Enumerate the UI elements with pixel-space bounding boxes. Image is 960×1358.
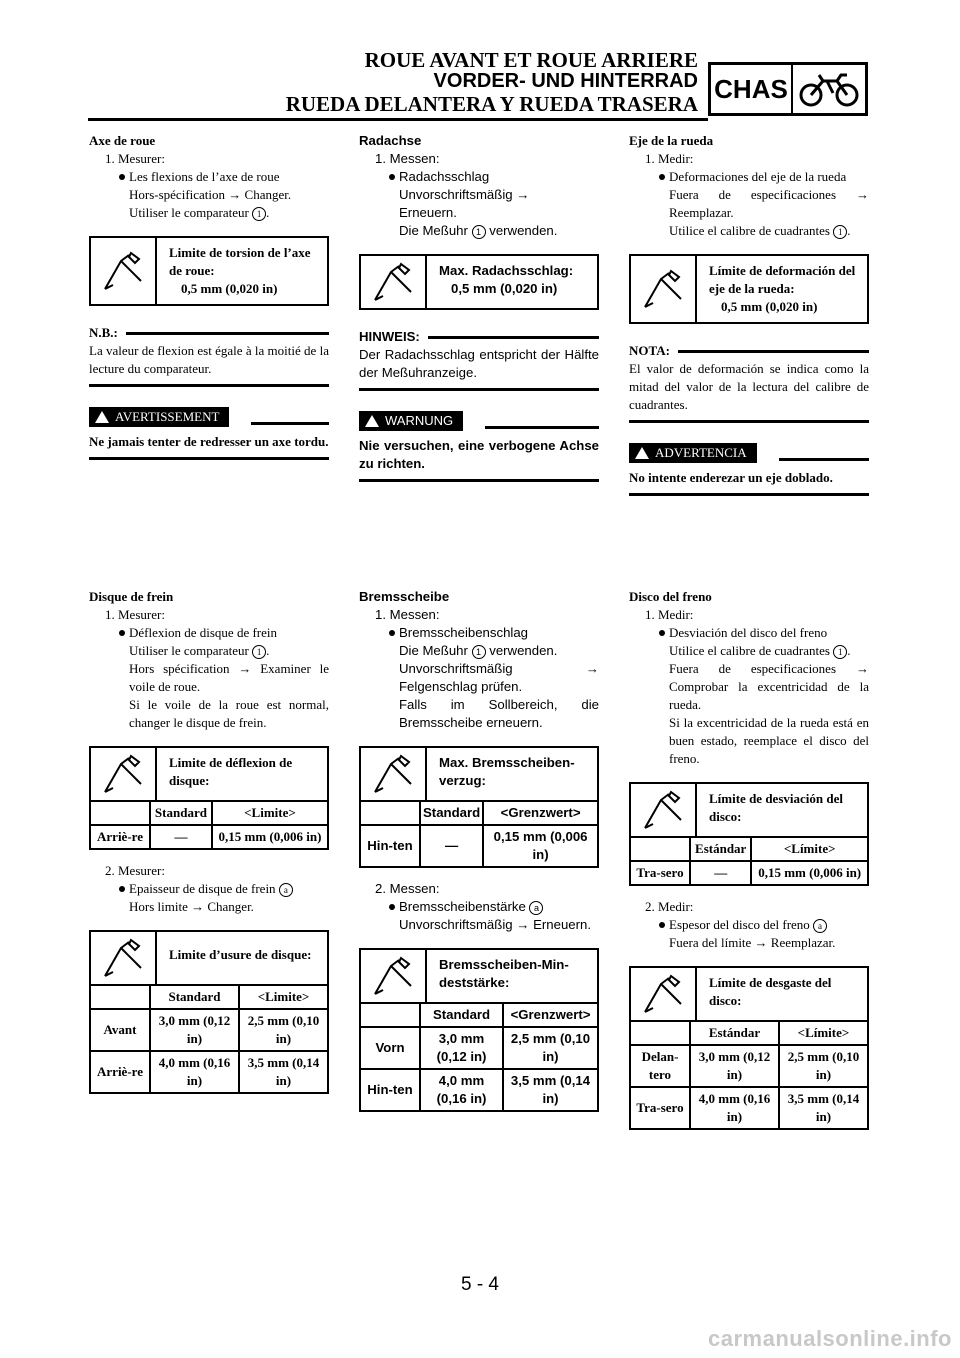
fr-spec3-r2-lim: 3,5 mm (0,14 in) (239, 1051, 327, 1092)
de-disc-spec-box (359, 746, 599, 868)
es-axle-section (629, 132, 869, 496)
header-rule (88, 118, 708, 121)
de-disc-section (359, 588, 599, 1124)
header-title-de: VORDER- UND HINTERRAD (433, 70, 698, 92)
fr-spec3-r1-lim: 2,5 mm (0,10 in) (239, 1009, 327, 1051)
de-spec3-title: Bremsscheiben-Min-deststärke: (439, 957, 569, 990)
de-spec2-title: Max. Bremsscheiben-verzug: (439, 755, 575, 788)
de-spec3-h1: Standard (420, 1003, 503, 1027)
spec-wrench-icon (91, 748, 157, 800)
de-note-head: HINWEIS: (359, 329, 420, 344)
spec-wrench-icon (631, 784, 697, 836)
fr-disc-title: Disque de frein (89, 589, 174, 604)
spec-wrench-icon (631, 256, 697, 322)
de-disc-line3: Falls im Sollbereich, die Bremsscheibe erneuern. (399, 697, 599, 730)
es-disc-bullet2: Espesor del disco del freno a (629, 916, 869, 934)
de-axle-section (359, 132, 599, 482)
es-axle-title: Eje de la rueda (629, 133, 714, 148)
fr-spec2-h1: Standard (150, 801, 212, 825)
fr-spec3-table (91, 984, 327, 1092)
de-spec3-h2: <Grenzwert> (503, 1003, 597, 1027)
es-spec3-r2-std: 4,0 mm (0,16 in) (690, 1087, 779, 1128)
es-warning-text: No intente enderezar un eje doblado. (629, 470, 833, 485)
ref-1-marker: 1 (252, 207, 266, 221)
spec-wrench-icon (631, 968, 697, 1020)
spec-wrench-icon (361, 950, 427, 1002)
spec-wrench-icon (91, 238, 157, 304)
fr-spec2-table (91, 800, 327, 848)
de-spec3-r1: Vorn (361, 1027, 420, 1069)
de-warning-text: Nie versuchen, eine verbogene Achse zu richten. (359, 438, 599, 471)
fr-disc-step2: 2. Mesurer: (105, 863, 165, 878)
fr-disc-line2: Hors spécification → Examiner le voile de roue. (129, 661, 329, 694)
fr-spec3-r2-std: 4,0 mm (0,16 in) (150, 1051, 239, 1092)
es-axle-step1: 1. Medir: (645, 151, 694, 166)
de-axle-spec-box (359, 254, 599, 310)
fr-spec3-h2: <Limite> (239, 985, 327, 1009)
fr-axle-spec-title: Limite de torsion de l’axe de roue: (169, 245, 311, 278)
ref-1-marker: 1 (833, 225, 847, 239)
es-spec3-title: Límite de desgaste del disco: (709, 975, 832, 1008)
es-spec2-row: Tra-sero (631, 861, 690, 884)
fr-axle-line1: Hors-spécification → Changer. (129, 187, 292, 202)
fr-warning-text: Ne jamais tenter de redresser un axe tordu. (89, 434, 329, 449)
es-disc-step1: 1. Medir: (645, 607, 694, 622)
fr-disc-bullet2: Epaisseur de disque de frein a (89, 880, 329, 898)
fr-warning (89, 407, 329, 460)
es-disc-line3: Si la excentricidad de la rueda está en buen estado, reemplace el disco del freno. (669, 715, 869, 766)
es-note-head: NOTA: (629, 343, 670, 358)
fr-disc-bullet1: Déflexion de disque de frein (89, 624, 329, 642)
es-spec3-h2: <Límite> (779, 1021, 867, 1045)
es-spec3-r1-std: 3,0 mm (0,12 in) (690, 1045, 779, 1087)
es-disc-bullet1: Desviación del disco del freno (629, 624, 869, 642)
fr-spec3-h1: Standard (150, 985, 239, 1009)
es-axle-line2: Utilice el calibre de cuadrantes 1 . (669, 223, 851, 238)
de-spec2-table (361, 800, 597, 866)
es-spec2-title: Límite de desviación del disco: (709, 791, 843, 824)
fr-axle-line2: Utiliser le comparateur 1 . (129, 205, 270, 220)
ref-1-marker: 1 (472, 225, 486, 239)
header-title-fr: ROUE AVANT ET ROUE ARRIERE (364, 48, 698, 72)
de-spec3-r1-lim: 2,5 mm (0,10 in) (503, 1027, 597, 1069)
de-spec3-r1-std: 3,0 mm (0,12 in) (420, 1027, 503, 1069)
de-disc-bullet1: Bremsscheibenschlag (359, 624, 599, 642)
fr-spec2-title: Limite de déflexion de disque: (169, 755, 293, 788)
motorcycle-icon (793, 65, 865, 113)
de-disc-title: Bremsscheibe (359, 589, 450, 604)
section-badge (708, 62, 868, 116)
de-axle-spec-title: Max. Radachsschlag: (439, 263, 574, 278)
es-spec3-h1: Estándar (690, 1021, 779, 1045)
es-disc-step2: 2. Medir: (645, 899, 694, 914)
de-warning (359, 411, 599, 482)
ref-1-marker: 1 (252, 645, 266, 659)
es-note-text: El valor de deformación se indica como la mitad del valor de la lectura del calibre de cuadrantes. (629, 361, 869, 412)
es-spec2-h2: <Límite> (751, 837, 867, 861)
fr-spec3-title: Limite d’usure de disque: (169, 947, 312, 962)
fr-axle-section (89, 132, 329, 460)
es-disc-title: Disco del freno (629, 589, 712, 604)
de-axle-line1b: Erneuern. (399, 205, 457, 220)
warning-triangle-icon (95, 411, 109, 423)
de-wear-spec-box (359, 948, 599, 1112)
es-axle-spec-box (629, 254, 869, 324)
warning-badge: AVERTISSEMENT (89, 407, 229, 427)
de-spec2-h1: Standard (420, 801, 483, 825)
es-warning (629, 443, 869, 496)
ref-1-marker: 1 (833, 645, 847, 659)
de-disc-bullet2: Bremsscheibenstärke a (359, 898, 599, 916)
de-spec3-table (361, 1002, 597, 1110)
header-title-es: RUEDA DELANTERA Y RUEDA TRASERA (285, 92, 698, 116)
fr-spec2-h2: <Limite> (212, 801, 327, 825)
ref-a-marker: a (529, 901, 543, 915)
es-spec2-table (631, 836, 867, 884)
fr-spec3-r1: Avant (91, 1009, 150, 1051)
fr-axle-spec-box (89, 236, 329, 306)
de-disc-step2: 2. Messen: (375, 881, 440, 896)
fr-axle-title: Axe de roue (89, 133, 156, 148)
de-spec2-h2: <Grenzwert> (483, 801, 597, 825)
warning-triangle-icon (365, 415, 379, 427)
es-spec3-r2-lim: 3,5 mm (0,14 in) (779, 1087, 867, 1128)
es-spec2-h1: Estándar (690, 837, 751, 861)
warning-triangle-icon (635, 447, 649, 459)
de-disc-step1: 1. Messen: (375, 607, 440, 622)
es-disc-spec-box (629, 782, 869, 886)
fr-spec3-r2: Arriè-re (91, 1051, 150, 1092)
es-wear-spec-box (629, 966, 869, 1130)
de-disc-line4: Unvorschriftsmäßig → Erneuern. (399, 917, 592, 932)
fr-disc-step1: 1. Mesurer: (105, 607, 165, 622)
fr-disc-line1: Utiliser le comparateur 1 . (129, 643, 270, 658)
de-spec3-r2: Hin-ten (361, 1069, 420, 1110)
de-note (359, 328, 599, 391)
de-spec2-std: — (420, 825, 483, 866)
de-axle-step1: 1. Messen: (375, 151, 440, 166)
warning-badge: ADVERTENCIA (629, 443, 757, 463)
es-disc-section (629, 588, 869, 1142)
fr-note-head: N.B.: (89, 325, 118, 340)
de-axle-line2: Die Meßuhr 1 verwenden. (399, 223, 558, 238)
section-label: CHAS (711, 65, 793, 113)
fr-wear-spec-box (89, 930, 329, 1094)
es-spec2-lim: 0,15 mm (0,006 in) (751, 861, 867, 884)
es-axle-spec-title: Límite de deformación del eje de la rueda: (709, 263, 856, 296)
spec-wrench-icon (91, 932, 157, 984)
es-spec3-r2: Tra-sero (631, 1087, 690, 1128)
ref-1-marker: 1 (472, 645, 486, 659)
ref-a-marker: a (279, 883, 293, 897)
es-disc-line4: Fuera del límite → Reemplazar. (669, 935, 836, 950)
es-spec3-table (631, 1020, 867, 1128)
fr-spec3-r1-std: 3,0 mm (0,12 in) (150, 1009, 239, 1051)
watermark: carmanualsonline.info (708, 1326, 952, 1351)
de-spec2-lim: 0,15 mm (0,006 in) (483, 825, 597, 866)
de-disc-line2: Unvorschriftsmäßig → Felgenschlag prüfen. (399, 661, 599, 694)
fr-note-text: La valeur de flexion est égale à la moitié de la lecture du comparateur. (89, 343, 329, 376)
de-spec2-row: Hin-ten (361, 825, 420, 866)
fr-disc-line3: Si le voile de la roue est normal, changer le disque de frein. (129, 697, 329, 730)
fr-spec2-lim: 0,15 mm (0,006 in) (212, 825, 327, 848)
spec-wrench-icon (361, 256, 427, 308)
es-spec3-r1-lim: 2,5 mm (0,10 in) (779, 1045, 867, 1087)
de-axle-spec-value: 0,5 mm (0,020 in) (451, 281, 558, 296)
ref-a-marker: a (813, 919, 827, 933)
es-disc-line1: Utilice el calibre de cuadrantes 1 . (669, 643, 851, 658)
de-spec3-r2-std: 4,0 mm (0,16 in) (420, 1069, 503, 1110)
de-axle-bullet: Radachsschlag (359, 168, 599, 186)
page-number: 5 - 4 (460, 1274, 500, 1295)
es-spec2-std: — (690, 861, 751, 884)
es-note (629, 342, 869, 423)
fr-disc-spec-box (89, 746, 329, 850)
fr-spec2-row: Arriè-re (91, 825, 150, 848)
es-axle-line1: Fuera de especificaciones → Reemplazar. (669, 187, 869, 220)
fr-disc-line4: Hors limite → Changer. (129, 899, 254, 914)
fr-note (89, 324, 329, 387)
de-spec3-r2-lim: 3,5 mm (0,14 in) (503, 1069, 597, 1110)
fr-axle-bullet: Les flexions de l’axe de roue (89, 168, 329, 186)
fr-axle-step1: 1. Mesurer: (105, 151, 165, 166)
spec-wrench-icon (361, 748, 427, 800)
de-axle-title: Radachse (359, 133, 422, 148)
fr-spec2-std: — (150, 825, 212, 848)
fr-disc-section (89, 588, 329, 1106)
de-note-text: Der Radachsschlag entspricht der Hälfte der Meßuhranzeige. (359, 347, 599, 380)
fr-axle-spec-value: 0,5 mm (0,020 in) (181, 281, 278, 296)
es-axle-bullet: Deformaciones del eje de la rueda (629, 168, 869, 186)
es-spec3-r1: Delan-tero (631, 1045, 690, 1087)
es-axle-spec-value: 0,5 mm (0,020 in) (721, 299, 818, 314)
de-disc-line1: Die Meßuhr 1 verwenden. (399, 643, 558, 658)
de-axle-line1: Unvorschriftsmäßig → (399, 187, 530, 202)
warning-badge: WARNUNG (359, 411, 463, 431)
es-disc-line2: Fuera de especificaciones → Comprobar la excentricidad de la rueda. (669, 661, 869, 712)
